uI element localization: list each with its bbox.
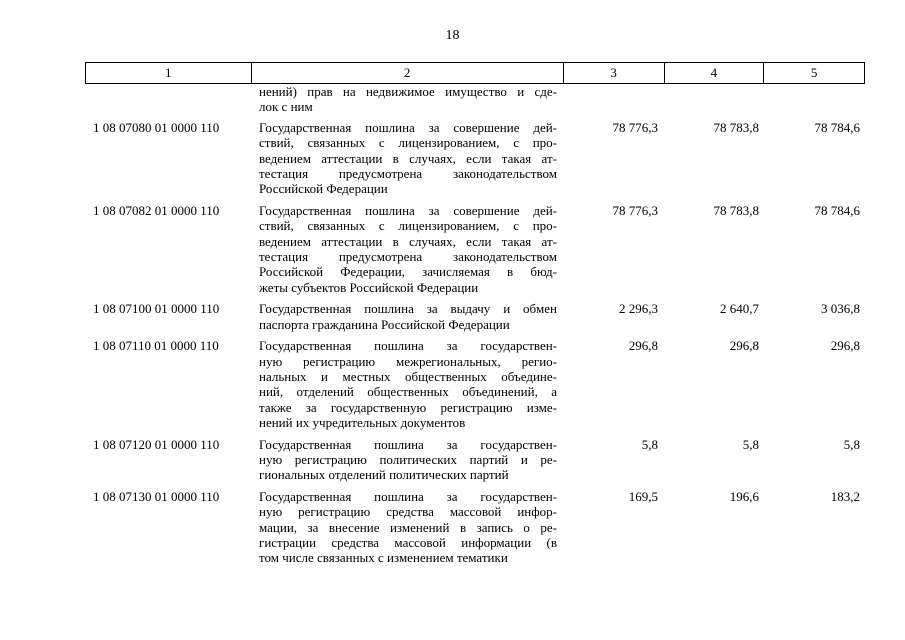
description-line: ную регистрацию средства массовой инфор- (259, 504, 557, 520)
income-description (251, 489, 564, 566)
description-line: ведением аттестации в случаях, если такая ат- (259, 150, 557, 166)
description-line: Государственная пошлина за выдачу и обмен (259, 301, 557, 317)
income-description (251, 120, 564, 197)
description-line: нальных и местных общественных объедине- (259, 368, 557, 384)
table-row (85, 437, 865, 483)
description-line: Российской Федерации (259, 181, 388, 197)
value-column-4: 2 640,7 (720, 301, 759, 317)
value-column-4: 78 783,8 (713, 119, 759, 135)
description-line: мации, за внесение изменений в запись о ре- (259, 519, 557, 535)
column-header-2: 2 (252, 63, 564, 83)
table-header (85, 62, 865, 84)
value-column-5: 3 036,8 (821, 301, 860, 317)
table-row (85, 203, 865, 295)
value-column-5: 78 784,6 (814, 202, 860, 218)
description-line: том числе связанных с изменением тематики (259, 550, 508, 566)
table-row (85, 301, 865, 332)
budget-code: 1 08 07110 01 0000 110 (93, 338, 219, 354)
value-column-3: 169,5 (628, 488, 658, 504)
table-row (85, 120, 865, 197)
budget-code: 1 08 07080 01 0000 110 (93, 119, 220, 135)
description-line: ствий, связанных с лицензированием, с про- (259, 135, 557, 151)
page-number: 18 (445, 28, 460, 43)
value-column-5: 296,8 (830, 338, 860, 354)
table-row (85, 489, 865, 566)
description-line: ную регистрацию политических партий и ре- (259, 451, 557, 467)
description-line: Российской Федерации, зачисляемая в бюд- (259, 264, 557, 280)
description-line: нений) прав на недвижимое имущество и сде- (259, 84, 557, 99)
description-line: ний, отделений общественных объединений, а (259, 384, 557, 400)
budget-code: 1 08 07130 01 0000 110 (93, 488, 220, 504)
description-line: ствий, связанных с лицензированием, с про- (259, 218, 557, 234)
description-line: гиональных отделений политических партий (259, 467, 509, 483)
value-column-4: 296,8 (729, 338, 759, 354)
value-column-5: 5,8 (843, 436, 860, 452)
description-line: ную регистрацию межрегиональных, регио- (259, 353, 557, 369)
value-column-3: 5,8 (641, 436, 658, 452)
description-line: Государственная пошлина за государствен- (259, 488, 557, 504)
value-column-3: 2 296,3 (619, 301, 658, 317)
budget-code: 1 08 07082 01 0000 110 (93, 202, 220, 218)
column-header-1: 1 (86, 63, 252, 83)
income-description (251, 437, 564, 483)
description-line: тестация предусмотрена законодательством (259, 166, 557, 182)
value-column-3: 296,8 (628, 338, 658, 354)
table-body (85, 84, 865, 572)
income-description (251, 338, 564, 430)
description-line: гистрации средства массовой информации (в (259, 534, 557, 550)
description-line: Государственная пошлина за совершение дей- (259, 202, 557, 218)
value-column-4: 5,8 (742, 436, 759, 452)
description-line: жеты субъектов Российской Федерации (259, 279, 479, 295)
value-column-3: 78 776,3 (612, 202, 658, 218)
income-description (251, 301, 564, 332)
value-column-3: 78 776,3 (612, 119, 658, 135)
budget-code: 1 08 07120 01 0000 110 (93, 436, 220, 452)
description-line: также за государственную регистрацию изме- (259, 399, 557, 415)
description-line: нений их учредительных документов (259, 415, 466, 431)
value-column-5: 78 784,6 (814, 119, 860, 135)
description-line: лок с ним (259, 99, 313, 115)
budget-code: 1 08 07100 01 0000 110 (93, 301, 220, 317)
description-line: Государственная пошлина за совершение дей- (259, 119, 557, 135)
income-description (251, 84, 564, 115)
column-header-4: 4 (665, 63, 765, 83)
value-column-4: 196,6 (729, 488, 759, 504)
description-line: Государственная пошлина за государствен- (259, 436, 557, 452)
description-line: Государственная пошлина за государствен- (259, 338, 557, 354)
table-row (85, 338, 865, 430)
description-line: ведением аттестации в случаях, если такая ат- (259, 233, 557, 249)
value-column-5: 183,2 (830, 488, 860, 504)
value-column-4: 78 783,8 (713, 202, 759, 218)
income-description (251, 203, 564, 295)
description-line: тестация предусмотрена законодательством (259, 249, 557, 265)
description-line: паспорта гражданина Российской Федерации (259, 316, 510, 332)
table-row (85, 84, 865, 115)
column-header-5: 5 (810, 65, 818, 80)
column-header-3: 3 (564, 63, 665, 83)
